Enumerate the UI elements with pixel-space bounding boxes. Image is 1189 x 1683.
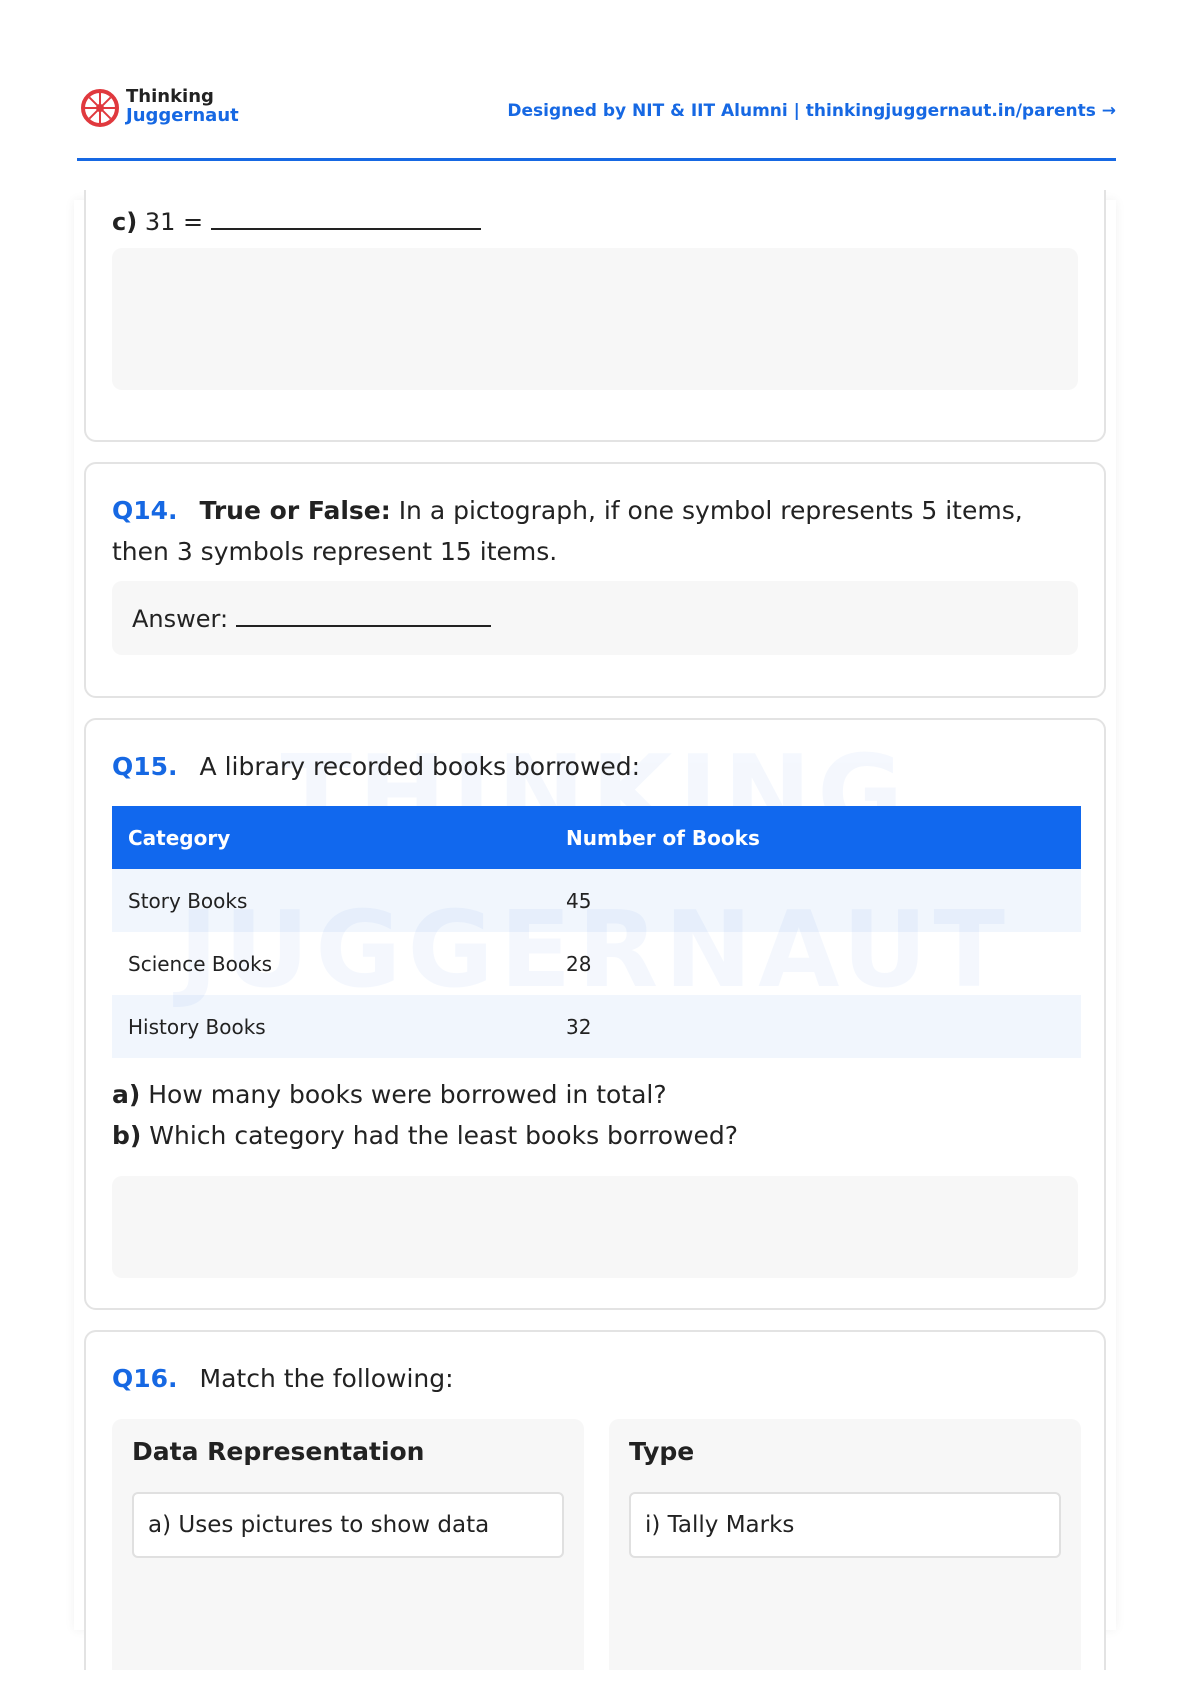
table-cell: 28	[566, 951, 592, 976]
column-header: Number of Books	[550, 806, 1081, 869]
table-header-row	[112, 806, 1081, 869]
answer-area	[112, 581, 1078, 655]
question-card-16	[84, 1330, 1106, 1670]
question-lead: True or False:	[199, 496, 391, 525]
match-column-left	[112, 1419, 584, 1670]
books-table	[112, 806, 1081, 1058]
wheel-icon	[80, 88, 120, 128]
table-row	[112, 995, 1081, 1058]
column-heading: Type	[629, 1437, 695, 1466]
match-item[interactable]: i) Tally Marks	[629, 1492, 1061, 1558]
answer-area[interactable]	[112, 248, 1078, 390]
sub-question-b: b) Which category had the least books borrowed?	[112, 1121, 739, 1150]
sub-question-a: a) How many books were borrowed in total?	[112, 1080, 667, 1109]
answer-label: Answer:	[132, 605, 229, 633]
table-row	[112, 932, 1081, 995]
question-body: In a pictograph, if one symbol represents 5 items, then 3 symbols represent 15 items.	[112, 496, 1023, 566]
table-cell: 32	[550, 995, 1081, 1058]
brand-line-1: Thinking	[126, 86, 214, 107]
answer-blank[interactable]	[211, 208, 481, 230]
question-number: Q15.	[112, 752, 178, 781]
question-body: A library recorded books borrowed:	[199, 752, 641, 781]
question-card-15	[84, 718, 1106, 1310]
question-body: Match the following:	[199, 1364, 454, 1393]
answer-area[interactable]	[112, 1176, 1078, 1278]
column-header: Category	[112, 806, 550, 869]
question-number: Q14.	[112, 496, 178, 525]
table-cell: 45	[550, 869, 1081, 932]
table-cell: Science Books	[128, 951, 273, 976]
brand-logo-text	[126, 87, 239, 125]
column-heading: Data Representation	[132, 1437, 425, 1466]
question-text	[112, 746, 1078, 787]
brand-line-2: Juggernaut	[126, 105, 239, 126]
table-cell: History Books	[112, 995, 550, 1058]
table-row	[112, 869, 1081, 932]
match-column-right	[609, 1419, 1081, 1670]
header-tagline-link[interactable]: Designed by NIT & IIT Alumni | thinkingjuggernaut.in/parents →	[507, 101, 1116, 121]
answer-row	[132, 605, 491, 633]
question-card-13	[84, 190, 1106, 442]
question-text	[112, 1358, 1078, 1399]
question-card-14	[84, 462, 1106, 698]
table-cell: Story Books	[112, 869, 550, 932]
match-item[interactable]: a) Uses pictures to show data	[132, 1492, 564, 1558]
answer-blank[interactable]	[236, 605, 491, 627]
q13-part-c: c) 31 =	[112, 202, 1078, 243]
page-header	[77, 82, 1116, 161]
question-number: Q16.	[112, 1364, 178, 1393]
question-text	[112, 490, 1078, 572]
